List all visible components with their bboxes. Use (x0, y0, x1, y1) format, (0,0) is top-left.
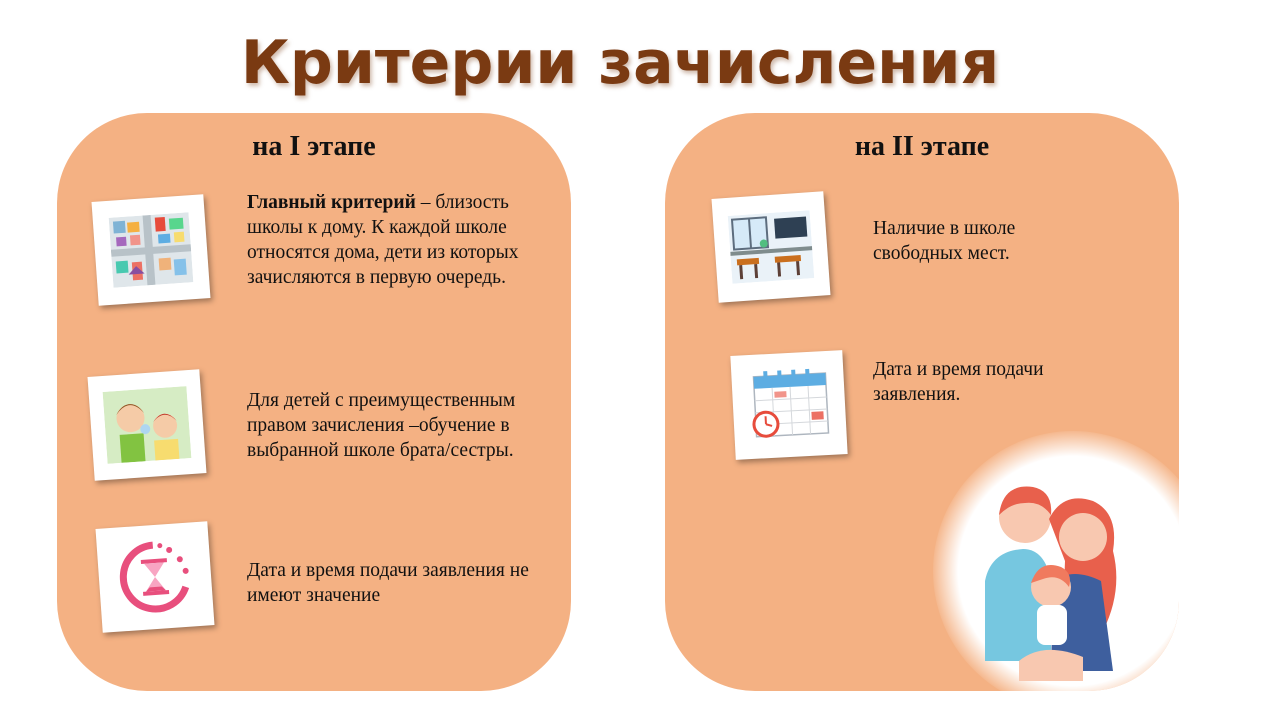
stage-2-item-1-text: Наличие в школе свободных мест. (873, 218, 1016, 264)
classroom-icon (728, 210, 815, 284)
main-criterion-description: – близость школы к дому. К каждой школе относятся дома, дети из которых зачисляются в первую очередь. (247, 192, 519, 288)
stage-1-panel (57, 113, 571, 691)
city-map-icon (109, 212, 194, 287)
page-title: Критерии зачисления (240, 28, 1000, 98)
family-icon (933, 431, 1179, 691)
city-map-card (92, 194, 211, 306)
stage-1-item-3-text: Дата и время подачи заявления не имеют значение (247, 560, 529, 606)
calendar-card (730, 350, 847, 460)
stage-2-item-2-text: Дата и время подачи заявления. (873, 359, 1044, 405)
family-illustration (933, 431, 1179, 691)
stage-1-item-2-text: Для детей с преимущественным правом зачисления –обучение в выбранной школе брата/сестры. (247, 390, 516, 461)
stage-1-heading: на I этапе (252, 131, 376, 162)
calendar-clock-icon (745, 365, 833, 445)
hourglass-card (96, 521, 215, 633)
hourglass-icon (112, 534, 197, 619)
stage-2-panel (665, 113, 1179, 691)
stage-2-heading: на II этапе (854, 131, 990, 162)
children-icon (103, 386, 192, 464)
classroom-card (712, 191, 831, 303)
main-criterion-label: Главный критерий (247, 192, 416, 213)
stage-1-item-1-text (247, 190, 547, 290)
children-card (88, 369, 207, 481)
